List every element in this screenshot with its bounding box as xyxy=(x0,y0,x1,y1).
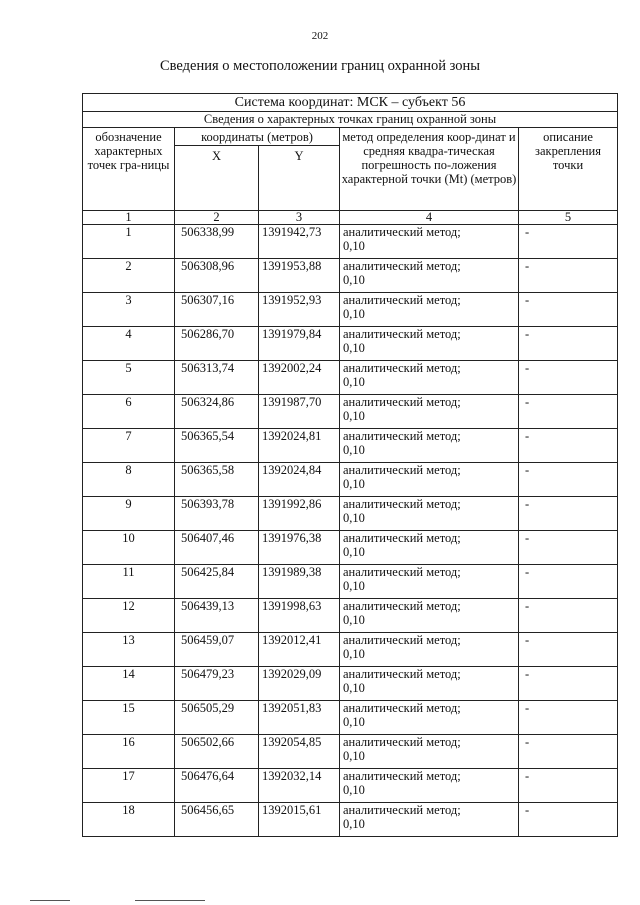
header-y: Y xyxy=(259,146,340,211)
x-coordinate: 506407,46 xyxy=(175,531,259,565)
header-x: X xyxy=(175,146,259,211)
header-coordinates: координаты (метров) xyxy=(175,128,340,146)
method-cell xyxy=(340,599,519,633)
column-number: 1 xyxy=(83,211,175,225)
x-coordinate: 506308,96 xyxy=(175,259,259,293)
mt-value: 0,10 xyxy=(343,239,365,253)
method-cell xyxy=(340,259,519,293)
method-text: аналитический метод; xyxy=(343,701,461,715)
method-text: аналитический метод; xyxy=(343,429,461,443)
table-row xyxy=(83,735,618,769)
description-cell: - xyxy=(519,735,618,769)
point-number: 14 xyxy=(83,667,175,701)
document-title: Сведения о местоположении границ охранной зоны xyxy=(159,58,480,74)
y-coordinate: 1392012,41 xyxy=(259,633,340,667)
method-cell xyxy=(340,803,519,837)
method-cell xyxy=(340,701,519,735)
point-number: 13 xyxy=(83,633,175,667)
x-coordinate: 506313,74 xyxy=(175,361,259,395)
mt-value: 0,10 xyxy=(343,341,365,355)
x-coordinate: 506439,13 xyxy=(175,599,259,633)
method-text: аналитический метод; xyxy=(343,735,461,749)
point-number: 12 xyxy=(83,599,175,633)
coordinate-system: Система координат: МСК – субъект 56 xyxy=(83,94,618,112)
x-coordinate: 506476,64 xyxy=(175,769,259,803)
point-number: 17 xyxy=(83,769,175,803)
y-coordinate: 1391979,84 xyxy=(259,327,340,361)
method-text: аналитический метод; xyxy=(343,395,461,409)
method-text: аналитический метод; xyxy=(343,463,461,477)
table-row xyxy=(83,225,618,259)
column-number: 4 xyxy=(340,211,519,225)
x-coordinate: 506425,84 xyxy=(175,565,259,599)
method-cell xyxy=(340,395,519,429)
table-row xyxy=(83,633,618,667)
column-numbers-row xyxy=(83,211,618,225)
column-number: 3 xyxy=(259,211,340,225)
x-coordinate: 506365,54 xyxy=(175,429,259,463)
method-text: аналитический метод; xyxy=(343,769,461,783)
method-cell xyxy=(340,633,519,667)
footer-line xyxy=(135,900,205,901)
x-coordinate: 506459,07 xyxy=(175,633,259,667)
mt-value: 0,10 xyxy=(343,443,365,457)
table-row xyxy=(83,259,618,293)
point-number: 1 xyxy=(83,225,175,259)
description-cell: - xyxy=(519,293,618,327)
y-coordinate: 1391952,93 xyxy=(259,293,340,327)
point-number: 15 xyxy=(83,701,175,735)
y-coordinate: 1392015,61 xyxy=(259,803,340,837)
method-cell xyxy=(340,565,519,599)
table-row xyxy=(83,327,618,361)
point-number: 8 xyxy=(83,463,175,497)
table-row xyxy=(83,429,618,463)
method-cell xyxy=(340,735,519,769)
description-cell: - xyxy=(519,395,618,429)
description-cell: - xyxy=(519,701,618,735)
point-number: 5 xyxy=(83,361,175,395)
point-number: 11 xyxy=(83,565,175,599)
y-coordinate: 1392029,09 xyxy=(259,667,340,701)
y-coordinate: 1392032,14 xyxy=(259,769,340,803)
point-number: 3 xyxy=(83,293,175,327)
mt-value: 0,10 xyxy=(343,749,365,763)
y-coordinate: 1391976,38 xyxy=(259,531,340,565)
table-row xyxy=(83,361,618,395)
y-coordinate: 1391953,88 xyxy=(259,259,340,293)
header-description: описание закрепления точки xyxy=(519,128,618,211)
method-text: аналитический метод; xyxy=(343,361,461,375)
method-cell xyxy=(340,293,519,327)
mt-value: 0,10 xyxy=(343,715,365,729)
x-coordinate: 506502,66 xyxy=(175,735,259,769)
mt-value: 0,10 xyxy=(343,375,365,389)
x-coordinate: 506456,65 xyxy=(175,803,259,837)
point-number: 6 xyxy=(83,395,175,429)
method-cell xyxy=(340,429,519,463)
mt-value: 0,10 xyxy=(343,817,365,831)
boundary-points-table xyxy=(82,93,618,837)
y-coordinate: 1391992,86 xyxy=(259,497,340,531)
y-coordinate: 1391989,38 xyxy=(259,565,340,599)
table-row xyxy=(83,769,618,803)
y-coordinate: 1392054,85 xyxy=(259,735,340,769)
method-text: аналитический метод; xyxy=(343,633,461,647)
method-cell xyxy=(340,497,519,531)
mt-value: 0,10 xyxy=(343,647,365,661)
mt-value: 0,10 xyxy=(343,545,365,559)
method-text: аналитический метод; xyxy=(343,531,461,545)
description-cell: - xyxy=(519,667,618,701)
x-coordinate: 506505,29 xyxy=(175,701,259,735)
method-cell xyxy=(340,531,519,565)
y-coordinate: 1392024,81 xyxy=(259,429,340,463)
x-coordinate: 506324,86 xyxy=(175,395,259,429)
x-coordinate: 506286,70 xyxy=(175,327,259,361)
y-coordinate: 1392002,24 xyxy=(259,361,340,395)
table-row xyxy=(83,463,618,497)
description-cell: - xyxy=(519,225,618,259)
description-cell: - xyxy=(519,327,618,361)
y-coordinate: 1392051,83 xyxy=(259,701,340,735)
method-cell xyxy=(340,327,519,361)
table-row xyxy=(83,803,618,837)
description-cell: - xyxy=(519,769,618,803)
point-number: 18 xyxy=(83,803,175,837)
column-number: 5 xyxy=(519,211,618,225)
description-cell: - xyxy=(519,803,618,837)
x-coordinate: 506479,23 xyxy=(175,667,259,701)
mt-value: 0,10 xyxy=(343,783,365,797)
page-number: 202 xyxy=(311,30,329,42)
method-cell xyxy=(340,667,519,701)
footer-line xyxy=(30,900,70,901)
method-text: аналитический метод; xyxy=(343,599,461,613)
table-row xyxy=(83,395,618,429)
table-row xyxy=(83,531,618,565)
method-text: аналитический метод; xyxy=(343,803,461,817)
table-row xyxy=(83,293,618,327)
y-coordinate: 1392024,84 xyxy=(259,463,340,497)
table-row xyxy=(83,565,618,599)
x-coordinate: 506338,99 xyxy=(175,225,259,259)
method-text: аналитический метод; xyxy=(343,225,461,239)
mt-value: 0,10 xyxy=(343,511,365,525)
method-cell xyxy=(340,225,519,259)
description-cell: - xyxy=(519,259,618,293)
mt-value: 0,10 xyxy=(343,307,365,321)
y-coordinate: 1391987,70 xyxy=(259,395,340,429)
mt-value: 0,10 xyxy=(343,613,365,627)
header-point-designation: обозначение характерных точек гра-ницы xyxy=(83,128,175,211)
x-coordinate: 506365,58 xyxy=(175,463,259,497)
x-coordinate: 506307,16 xyxy=(175,293,259,327)
description-cell: - xyxy=(519,463,618,497)
description-cell: - xyxy=(519,497,618,531)
mt-value: 0,10 xyxy=(343,681,365,695)
table-subtitle: Сведения о характерных точках границ охранной зоны xyxy=(83,112,618,128)
table-row xyxy=(83,599,618,633)
table-row xyxy=(83,497,618,531)
description-cell: - xyxy=(519,429,618,463)
point-number: 16 xyxy=(83,735,175,769)
description-cell: - xyxy=(519,565,618,599)
mt-value: 0,10 xyxy=(343,477,365,491)
column-number: 2 xyxy=(175,211,259,225)
method-text: аналитический метод; xyxy=(343,497,461,511)
method-cell xyxy=(340,769,519,803)
point-number: 9 xyxy=(83,497,175,531)
y-coordinate: 1391942,73 xyxy=(259,225,340,259)
point-number: 10 xyxy=(83,531,175,565)
method-cell xyxy=(340,361,519,395)
method-text: аналитический метод; xyxy=(343,565,461,579)
description-cell: - xyxy=(519,361,618,395)
table-row xyxy=(83,701,618,735)
header-method: метод определения коор-динат и средняя квадра-тическая погрешность по-ложения характерной точки (Mt) (метров) xyxy=(340,128,519,211)
mt-value: 0,10 xyxy=(343,579,365,593)
method-text: аналитический метод; xyxy=(343,293,461,307)
table-row xyxy=(83,667,618,701)
method-text: аналитический метод; xyxy=(343,327,461,341)
x-coordinate: 506393,78 xyxy=(175,497,259,531)
description-cell: - xyxy=(519,599,618,633)
point-number: 4 xyxy=(83,327,175,361)
method-text: аналитический метод; xyxy=(343,259,461,273)
mt-value: 0,10 xyxy=(343,273,365,287)
point-number: 2 xyxy=(83,259,175,293)
y-coordinate: 1391998,63 xyxy=(259,599,340,633)
description-cell: - xyxy=(519,633,618,667)
point-number: 7 xyxy=(83,429,175,463)
method-cell xyxy=(340,463,519,497)
description-cell: - xyxy=(519,531,618,565)
mt-value: 0,10 xyxy=(343,409,365,423)
method-text: аналитический метод; xyxy=(343,667,461,681)
